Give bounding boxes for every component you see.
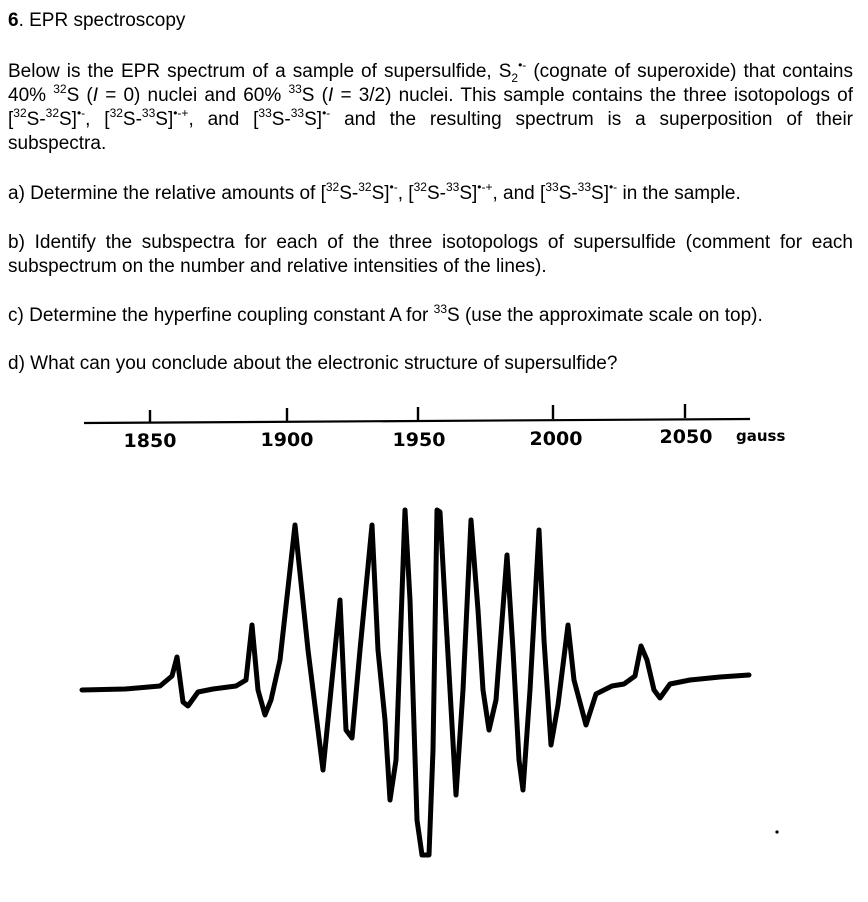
scale-label-2000: 2000 xyxy=(529,428,583,450)
scale-label-2050: 2050 xyxy=(659,426,713,448)
stray-dot xyxy=(775,830,778,833)
question-c: c) Determine the hyperfine coupling constant A for $^{33}$S (use the approximate scale on top). xyxy=(8,301,763,326)
problem-number: 6 xyxy=(8,10,19,31)
gauss-scale xyxy=(84,404,785,452)
intro-paragraph: Below is the EPR spectrum of a sample of supersulfide, $S_2^{•-}$ (cognate of superoxide) that contains 40% $^{32}$S (I = 0) nuclei and 60% $^{33}$S (I = 3/2) nuclei. This sample contains the three isotopologs of [$^{32}$S-$^{32}$S]•-, [$^{32}$S-$^{33}$S]•-+, and [$^{33}$S-$^{33}$S]•- and the resulting spectrum is a superposition of their subspectra. xyxy=(8,57,854,154)
scale-label-1900: 1900 xyxy=(260,429,314,451)
scale-label-1850: 1850 xyxy=(123,430,177,452)
scale-unit: gauss xyxy=(736,427,786,445)
epr-spectrum-trace xyxy=(82,510,749,855)
problem-title: . EPR spectroscopy xyxy=(18,10,186,31)
question-a: a) Determine the relative amounts of [$^{32}$S-$^{32}$S]•-, [$^{32}$S-$^{33}$S]•-+, and [$^{33}$S-$^{33}$S]•- in the sample. xyxy=(8,179,741,204)
question-b: b) Identify the subspectra for each of the three isotopologs of supersulfide (comment for each subspectrum on the number and relative intensities of the lines). xyxy=(8,232,853,277)
problem-heading xyxy=(8,9,853,33)
epr-spectrum-figure xyxy=(0,395,868,875)
question-d: d) What can you conclude about the electronic structure of supersulfide? xyxy=(8,353,618,374)
scale-label-1950: 1950 xyxy=(392,429,446,451)
